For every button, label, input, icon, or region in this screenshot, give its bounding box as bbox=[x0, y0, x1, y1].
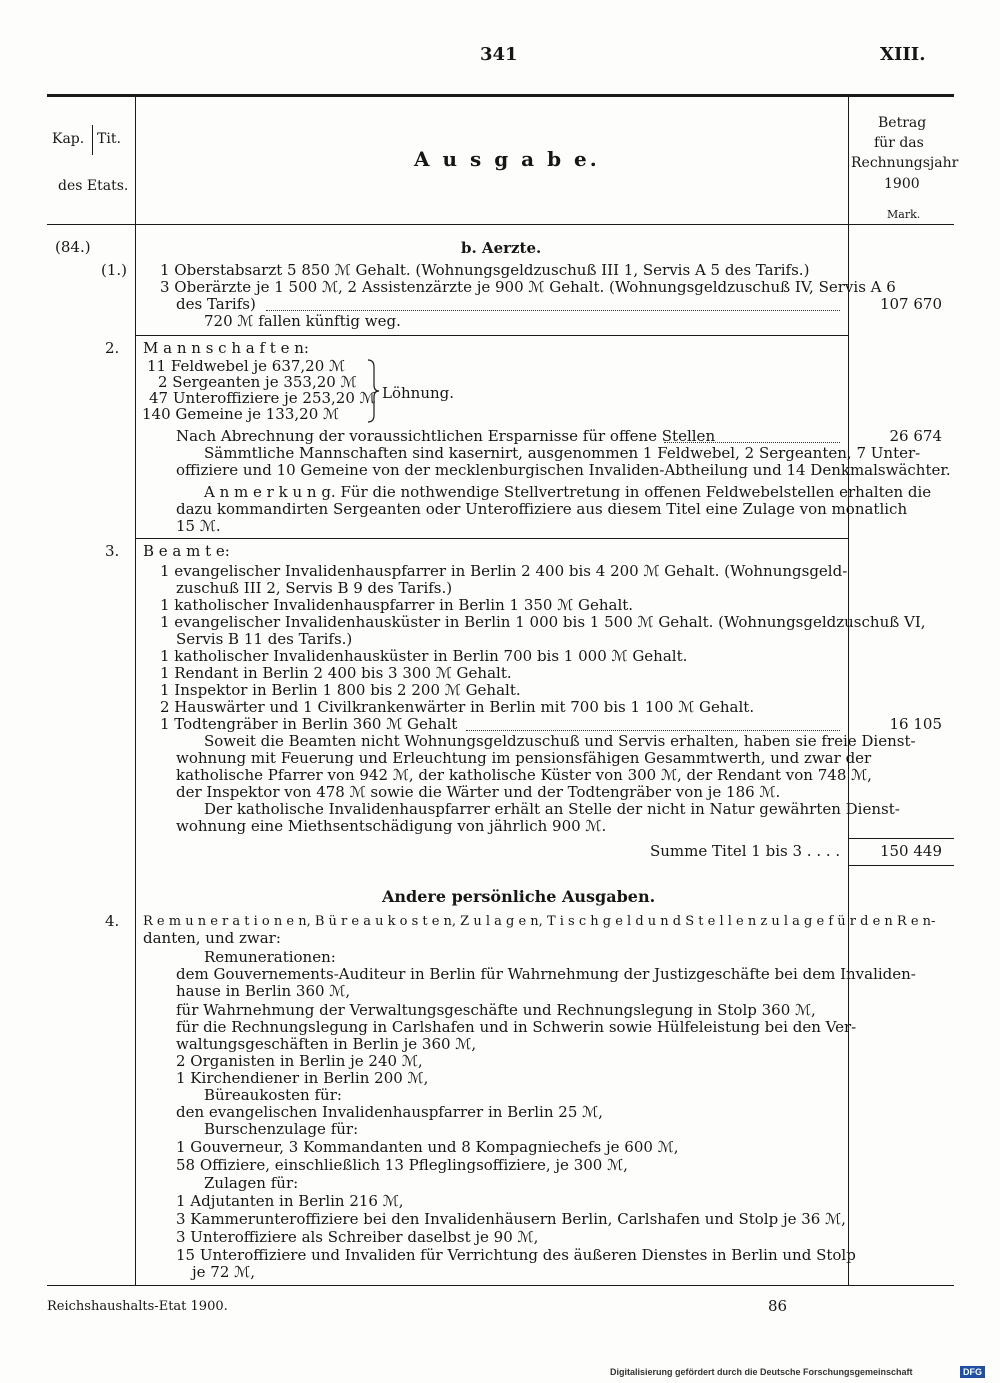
text-line: 1 evangelischer Invalidenhauspfarrer in Berlin 2 400 bis 4 200 ℳ Gehalt. (Wohnungsgeld- bbox=[160, 562, 848, 580]
summe-amount: 150 449 bbox=[879, 842, 942, 860]
text-line: den evangelischen Invalidenhauspfarrer in Berlin 25 ℳ, bbox=[176, 1103, 603, 1121]
text-line: waltungsgeschäften in Berlin je 360 ℳ, bbox=[176, 1035, 477, 1053]
tit2-heading: M a n n s c h a f t e n: bbox=[143, 339, 309, 357]
main-title: A u s g a b e. bbox=[414, 147, 600, 171]
leader-dots bbox=[664, 442, 840, 443]
text-line: Burschenzulage für: bbox=[204, 1120, 359, 1138]
text-line: 1 katholischer Invalidenhausküster in Berlin 700 bis 1 000 ℳ Gehalt. bbox=[160, 647, 688, 665]
bottom-rule bbox=[47, 1285, 954, 1286]
text-line: 1 Inspektor in Berlin 1 800 bis 2 200 ℳ Gehalt. bbox=[160, 681, 521, 699]
sum-rule bbox=[849, 838, 954, 839]
list-item: 2 Sergeanten je 353,20 ℳ bbox=[158, 373, 357, 391]
page-number: 341 bbox=[480, 44, 518, 65]
text-line: danten, und zwar: bbox=[143, 929, 281, 947]
text-line: 1 Todtengräber in Berlin 360 ℳ Gehalt bbox=[160, 715, 458, 733]
kap-number: (84.) bbox=[55, 238, 91, 256]
betrag-line-1: Betrag bbox=[878, 115, 927, 131]
anmerkung-line: A n m e r k u n g. Für die nothwendige Stellvertretung in offenen Feldwebelstellen erhalten die bbox=[204, 483, 932, 501]
text-line: Sämmtliche Mannschaften sind kasernirt, ausgenommen 1 Feldwebel, 2 Sergeanten, 7 Unter- bbox=[204, 444, 921, 462]
text-line: 1 katholischer Invalidenhauspfarrer in Berlin 1 350 ℳ Gehalt. bbox=[160, 596, 634, 614]
text-line: 720 ℳ fallen künftig weg. bbox=[204, 312, 401, 330]
text-line: 15 Unteroffiziere und Invaliden für Verrichtung des äußeren Dienstes in Berlin und Stolp bbox=[176, 1246, 856, 1264]
text-line: Remunerationen: bbox=[204, 948, 336, 966]
text-line: der Inspektor von 478 ℳ sowie die Wärter und der Todtengräber von je 186 ℳ. bbox=[176, 783, 781, 801]
text-line: wohnung eine Miethsentschädigung von jährlich 900 ℳ. bbox=[176, 817, 607, 835]
text-line: 3 Kammerunteroffiziere bei den Invalidenhäusern Berlin, Carlshafen und Stolp je 36 ℳ, bbox=[176, 1210, 846, 1228]
text-line: Soweit die Beamten nicht Wohnungsgeldzuschuß und Servis erhalten, haben sie freie Dienst- bbox=[204, 732, 916, 750]
list-item: 11 Feldwebel je 637,20 ℳ bbox=[147, 357, 346, 375]
tit-number-1: (1.) bbox=[101, 261, 128, 279]
footer-etat: Reichshaushalts-Etat 1900. bbox=[47, 1299, 228, 1314]
section-heading-andere: Andere persönliche Ausgaben. bbox=[382, 887, 656, 906]
text-line: 58 Offiziere, einschließlich 13 Pfleglingsoffiziere, je 300 ℳ, bbox=[176, 1156, 628, 1174]
text-line: Zulagen für: bbox=[204, 1174, 299, 1192]
row-divider bbox=[136, 335, 848, 336]
text-line: Büreaukosten für: bbox=[204, 1086, 342, 1104]
betrag-line-4: 1900 bbox=[884, 176, 920, 192]
tit3-heading: B e a m t e: bbox=[143, 542, 230, 560]
text-line: katholische Pfarrer von 942 ℳ, der katholische Küster von 300 ℳ, der Rendant von 748 ℳ, bbox=[176, 766, 872, 784]
list-item: 47 Unteroffiziere je 253,20 ℳ bbox=[149, 389, 376, 407]
text-line: je 72 ℳ, bbox=[192, 1263, 255, 1281]
header-kap: Kap. bbox=[52, 131, 85, 147]
text-line: 1 Gouverneur, 3 Kommandanten und 8 Kompagniechefs je 600 ℳ, bbox=[176, 1138, 679, 1156]
text-line: R e m u n e r a t i o n e n, B ü r e a u k o s t e n, Z u l a g e n, T i s c h g e l d u n d S t e l l e n z u l a g e f ü r d e n R e n- bbox=[143, 914, 936, 929]
leader-dots bbox=[266, 310, 840, 311]
brace-icon bbox=[366, 359, 380, 423]
col-divider-amount bbox=[848, 97, 849, 1285]
text-line: für Wahrnehmung der Verwaltungsgeschäfte und Rechnungslegung in Stolp 360 ℳ, bbox=[176, 1001, 816, 1019]
text-line: 15 ℳ. bbox=[176, 517, 221, 535]
text-line: für die Rechnungslegung in Carlshafen und in Schwerin sowie Hülfeleistung bei den Ver- bbox=[176, 1018, 857, 1036]
mark-label: Mark. bbox=[887, 208, 921, 221]
betrag-line-2: für das bbox=[874, 135, 924, 151]
tit-number-2: 2. bbox=[105, 339, 120, 357]
text-line: Der katholische Invalidenhauspfarrer erhält an Stelle der nicht in Natur gewährten Dienst- bbox=[204, 800, 900, 818]
col-divider-tit bbox=[135, 97, 136, 1285]
sum-rule bbox=[849, 865, 954, 866]
text-line: zuschuß III 2, Servis B 9 des Tarifs.) bbox=[176, 579, 453, 597]
summe-label: Summe Titel 1 bis 3 . . . . bbox=[650, 842, 841, 860]
text-line: hause in Berlin 360 ℳ, bbox=[176, 982, 351, 1000]
chapter-number: XIII. bbox=[880, 44, 926, 65]
text-line: 1 Oberstabsarzt 5 850 ℳ Gehalt. (Wohnungsgeldzuschuß III 1, Servis A 5 des Tarifs.) bbox=[160, 261, 810, 279]
row-divider bbox=[136, 538, 848, 539]
text-line: wohnung mit Feuerung und Erleuchtung im pensionsfähigen Gesammtwerth, und zwar der bbox=[176, 749, 872, 767]
amount-tit-1: 107 670 bbox=[879, 295, 942, 313]
digitization-note: Digitalisierung gefördert durch die Deutsche Forschungsgemeinschaft bbox=[610, 1367, 913, 1377]
top-rule bbox=[47, 94, 954, 97]
text-line: 2 Hauswärter und 1 Civilkrankenwärter in Berlin mit 700 bis 1 100 ℳ Gehalt. bbox=[160, 698, 755, 716]
text-line: 1 Adjutanten in Berlin 216 ℳ, bbox=[176, 1192, 404, 1210]
amount-tit-3: 16 105 bbox=[889, 715, 942, 733]
header-des-etats: des Etats. bbox=[58, 178, 129, 194]
betrag-line-3: Rechnungsjahr bbox=[851, 155, 959, 171]
section-heading-aerzte: b. Aerzte. bbox=[461, 239, 542, 257]
text-line: 2 Organisten in Berlin je 240 ℳ, bbox=[176, 1052, 423, 1070]
text-line: Servis B 11 des Tarifs.) bbox=[176, 630, 353, 648]
tit-number-3: 3. bbox=[105, 542, 120, 560]
text-line: 1 evangelischer Invalidenhausküster in Berlin 1 000 bis 1 500 ℳ Gehalt. (Wohnungsgeldzuschuß VI, bbox=[160, 613, 926, 631]
text-line: Nach Abrechnung der voraussichtlichen Ersparnisse für offene Stellen bbox=[176, 427, 716, 445]
header-rule bbox=[47, 224, 954, 225]
footer-page: 86 bbox=[768, 1297, 788, 1315]
text-line: dem Gouvernements-Auditeur in Berlin für Wahrnehmung der Justizgeschäfte bei dem Invaliden- bbox=[176, 965, 916, 983]
text-line: des Tarifs) bbox=[176, 295, 256, 313]
col-divider-kap bbox=[92, 125, 93, 155]
dfg-logo: DFG bbox=[960, 1366, 985, 1378]
text-line: 1 Rendant in Berlin 2 400 bis 3 300 ℳ Gehalt. bbox=[160, 664, 512, 682]
text-line: 3 Oberärzte je 1 500 ℳ, 2 Assistenzärzte je 900 ℳ Gehalt. (Wohnungsgeldzuschuß IV, Servis A 6 bbox=[160, 278, 896, 296]
tit-number-4: 4. bbox=[105, 912, 120, 930]
amount-tit-2: 26 674 bbox=[889, 427, 942, 445]
text-line: dazu kommandirten Sergeanten oder Unteroffiziere aus diesem Titel eine Zulage von monatlich bbox=[176, 500, 908, 518]
text-line: 1 Kirchendiener in Berlin 200 ℳ, bbox=[176, 1069, 429, 1087]
text-line: offiziere und 10 Gemeine von der mecklenburgischen Invaliden-Abtheilung und 14 Denkmalswächter. bbox=[176, 461, 951, 479]
leader-dots bbox=[466, 730, 840, 731]
loehnung-label: Löhnung. bbox=[382, 384, 455, 402]
header-tit: Tit. bbox=[97, 131, 121, 147]
text-line: 3 Unteroffiziere als Schreiber daselbst je 90 ℳ, bbox=[176, 1228, 539, 1246]
list-item: 140 Gemeine je 133,20 ℳ bbox=[142, 405, 340, 423]
